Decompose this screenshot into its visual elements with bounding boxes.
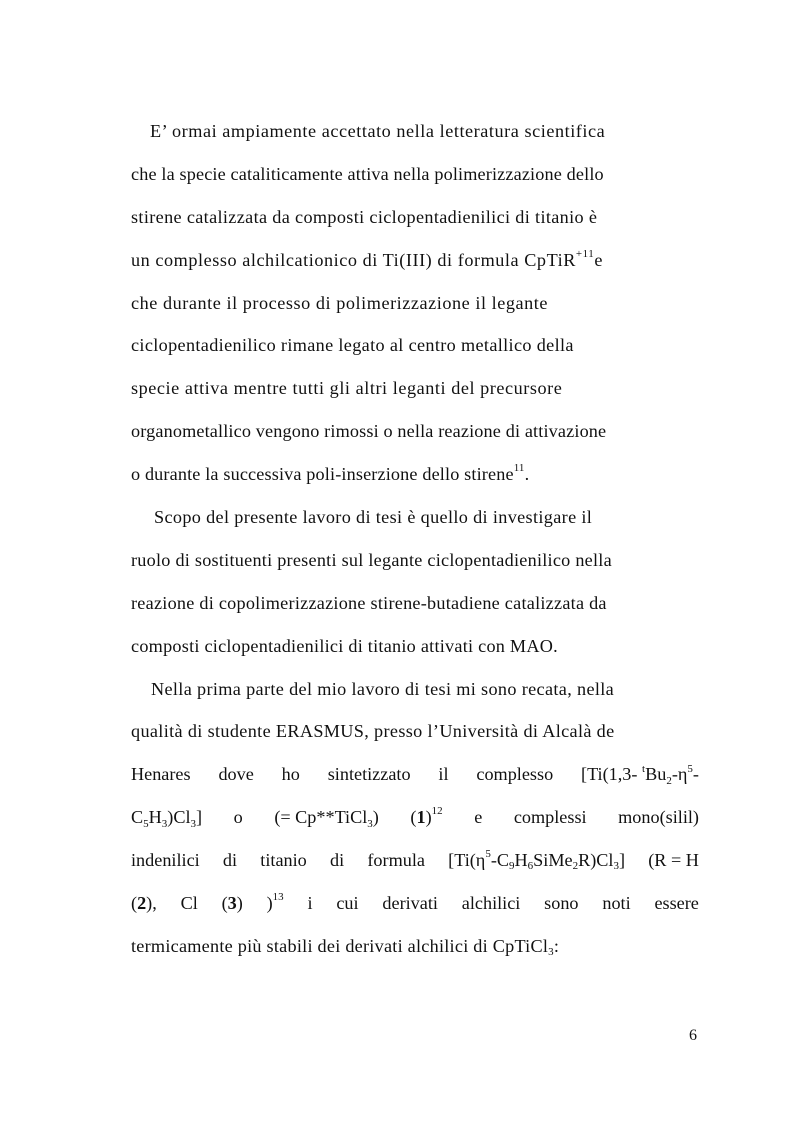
text-span: che la specie cataliticamente attiva nella polimerizzazione dello <box>131 163 604 184</box>
text-span: ) <box>266 893 273 914</box>
text-span <box>267 882 284 928</box>
text-span: qualità di studente ERASMUS, presso l’Università di Alcalà de <box>131 721 615 742</box>
text-span: ), <box>146 893 157 914</box>
body-text <box>131 110 699 968</box>
text-line <box>131 110 699 153</box>
text-line <box>131 753 699 796</box>
text-span: Scopo del presente lavoro di tesi è quello di investigare il <box>154 507 593 528</box>
text-span: organometallico vengono rimossi o nella reazione di attivazione <box>131 421 607 442</box>
text-span <box>131 925 559 971</box>
text-line <box>131 282 699 325</box>
text-line <box>131 239 699 282</box>
text-span: essere <box>654 893 699 914</box>
page-number: 6 <box>689 1027 697 1044</box>
text-span: e <box>474 807 483 828</box>
text-span: : <box>553 935 560 956</box>
text-span: derivati <box>382 893 438 914</box>
text-span: (= Cp**TiCl <box>274 807 368 828</box>
subscript: 3 <box>190 817 197 830</box>
text-span: H <box>148 807 162 828</box>
text-span: H <box>514 850 528 871</box>
text-span: ciclopentadienilico rimane legato al centro metallico della <box>131 335 574 356</box>
compound-number: 2 <box>137 893 147 914</box>
text-span: mono(silil) <box>618 807 699 828</box>
subscript: 3 <box>613 860 619 873</box>
text-span <box>131 453 529 499</box>
text-line <box>131 410 699 453</box>
text-line <box>131 839 699 882</box>
text-span <box>131 796 202 842</box>
subscript: 3 <box>548 946 554 959</box>
text-span: dove <box>218 764 254 785</box>
text-line <box>131 367 699 410</box>
text-span: specie attiva mentre tutti gli altri leganti del precursore <box>131 378 563 399</box>
subscript: 3 <box>161 817 168 830</box>
subscript: 5 <box>143 817 149 830</box>
text-span: ) <box>236 893 243 914</box>
subscript: 2 <box>572 860 579 873</box>
text-line <box>131 324 699 367</box>
text-line <box>131 582 699 625</box>
text-span: noti <box>602 893 631 914</box>
subscript: 9 <box>509 860 515 873</box>
text-span: composti ciclopentadienilici di titanio attivati con MAO. <box>131 635 558 656</box>
text-line <box>131 796 699 839</box>
text-span: -C <box>490 850 510 871</box>
text-line <box>131 196 699 239</box>
text-span <box>274 796 379 842</box>
text-span: ( <box>131 893 138 914</box>
text-line <box>131 539 699 582</box>
text-line <box>131 668 699 711</box>
text-span: formula <box>367 850 425 871</box>
text-span: Henares <box>131 764 191 785</box>
superscript: 5 <box>485 848 491 861</box>
text-line <box>131 453 699 496</box>
text-span: ho <box>281 764 300 785</box>
text-span: ) <box>425 807 432 828</box>
text-span: (R = H <box>648 850 699 871</box>
text-span: . <box>524 464 530 485</box>
text-line <box>131 625 699 668</box>
compound-number: 1 <box>416 807 426 828</box>
text-line <box>131 496 699 539</box>
text-span: SiMe <box>533 850 573 871</box>
text-span: sono <box>544 893 579 914</box>
superscript: 5 <box>687 762 693 775</box>
text-span: stirene catalizzata da composti ciclopentadienilici di titanio è <box>131 206 598 227</box>
text-span: complesso <box>476 764 554 785</box>
text-span: reazione di copolimerizzazione stirene-butadiene catalizzata da <box>131 592 607 613</box>
text-span: ( <box>410 807 417 828</box>
text-span: e <box>594 249 603 270</box>
text-span: Cl <box>180 893 198 914</box>
text-span: di <box>330 850 345 871</box>
text-span: )Cl <box>167 807 191 828</box>
text-span: complessi <box>513 807 587 828</box>
text-span: indenilici <box>131 850 200 871</box>
text-span: i <box>307 893 313 914</box>
citation-superscript: 11 <box>513 462 525 475</box>
text-line <box>131 153 699 196</box>
text-span <box>131 882 157 925</box>
text-span <box>448 839 625 885</box>
text-span: ) <box>372 807 379 828</box>
citation-superscript: 12 <box>431 805 443 818</box>
text-span: Nella prima parte del mio lavoro di tesi mi sono recata, nella <box>151 678 615 699</box>
text-span: il <box>438 764 449 785</box>
text-span: E’ ormai ampiamente accettato nella letteratura scientifica <box>150 121 606 141</box>
text-span: - <box>692 764 699 785</box>
text-span: o durante la successiva poli-inserzione dello stirene <box>131 464 514 485</box>
text-span: sintetizzato <box>327 764 411 785</box>
text-span: R)Cl <box>578 850 614 871</box>
text-span: [Ti(η <box>448 850 486 871</box>
text-span: titanio <box>260 850 307 871</box>
text-span: termicamente più stabili dei derivati alchilici di CpTiCl <box>131 935 549 956</box>
text-span: un complesso alchilcationico di Ti(III) di formula CpTiR <box>131 249 576 270</box>
text-span <box>581 753 699 799</box>
text-span: C <box>131 807 144 828</box>
text-span: ] <box>196 807 203 828</box>
subscript: 2 <box>666 774 672 787</box>
text-span: o <box>233 807 243 828</box>
text-line <box>131 882 699 925</box>
text-span <box>222 882 243 925</box>
text-span <box>131 239 603 285</box>
text-span: Bu <box>645 764 667 785</box>
text-span: -η <box>671 764 688 785</box>
text-span: cui <box>336 893 359 914</box>
citation-superscript: +11 <box>575 247 595 260</box>
subscript: 3 <box>367 817 373 830</box>
text-span <box>410 796 442 842</box>
text-span: ] <box>618 850 626 871</box>
citation-superscript: 13 <box>272 891 284 904</box>
text-span: che durante il processo di polimerizzazione il legante <box>131 292 549 313</box>
text-span: ( <box>221 893 228 914</box>
subscript: 6 <box>527 860 534 873</box>
text-span: di <box>222 850 238 871</box>
text-line <box>131 710 699 753</box>
text-span: alchilici <box>461 893 521 914</box>
text-span: [Ti(1,3- <box>581 764 638 785</box>
text-line <box>131 925 699 968</box>
text-span: ruolo di sostituenti presenti sul legante ciclopentadienilico nella <box>131 549 612 570</box>
compound-number: 3 <box>227 893 237 914</box>
superscript: t <box>642 762 646 775</box>
